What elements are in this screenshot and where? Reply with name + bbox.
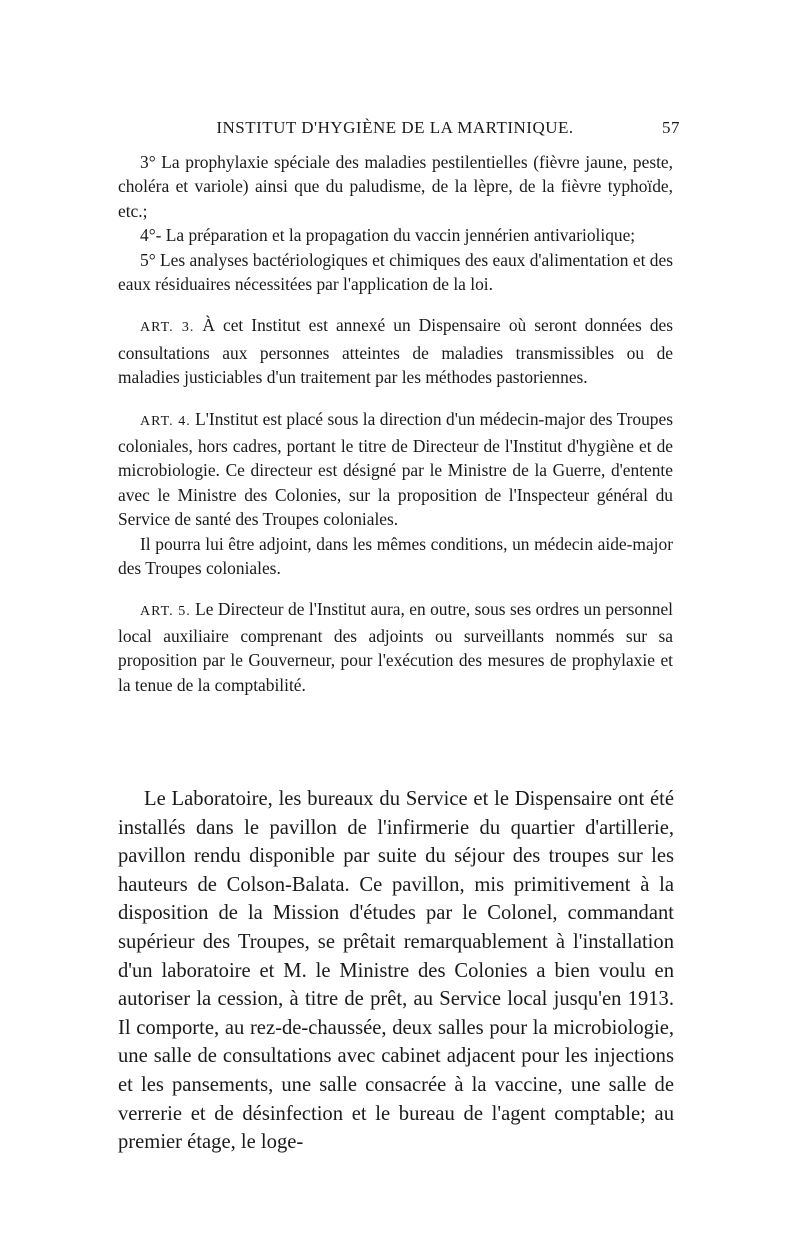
narrative-text (118, 785, 674, 1157)
running-title: INSTITUT D'HYGIÈNE DE LA MARTINIQUE. (216, 118, 574, 137)
list-item: 4°- La préparation et la propagation du vaccin jennérien antivariolique; (140, 225, 636, 246)
article-label: ART. 4. (140, 413, 191, 429)
article-text: À cet Institut est annexé un Dispensaire où seront données des consultations aux personnes atteintes de maladies transmissibles ou de maladies justiciables d'un traitement par les méthodes pastoriennes. (118, 315, 674, 388)
running-head (110, 118, 680, 142)
article-continuation: Il pourra lui être adjoint, dans les mêmes conditions, un médecin aide-major des Troupes coloniales. (118, 533, 673, 579)
article-text: Le Directeur de l'Institut aura, en outre, sous ses ordres un personnel local auxiliaire comprenant des adjoints ou surveillants nommés sur sa proposition par le Gouverneur, pour l'exécution des mesures de prophylaxie et la tenue de la comptabilité. (118, 598, 673, 695)
article-text: L'Institut est placé sous la direction d'un médecin-major des Troupes coloniales, hors cadres, portant le titre de Directeur de l'Institut d'hygiène et de microbiologie. Ce directeur est désigné par le Ministre de la Guerre, d'entente avec le Ministre des Colonies, sur la proposition de l'Inspecteur général du Service de santé des Troupes coloniales. (118, 408, 673, 530)
decree-text (118, 150, 673, 697)
article-label: ART. 5. (140, 603, 191, 619)
list-item: 3° La prophylaxie spéciale des maladies pestilentielles (fièvre jaune, peste, choléra et variole) ainsi que du paludisme, de la lèpre, de la fièvre typhoïde, etc.; (118, 152, 673, 221)
article-3 (118, 313, 673, 389)
list-item: 5° Les analyses bactériologiques et chimiques des eaux d'alimentation et des eaux résiduaires nécessitées par l'application de la loi. (118, 249, 673, 295)
body-paragraph: Le Laboratoire, les bureaux du Service et le Dispensaire ont été installés dans le pavillon de l'infirmerie du quartier d'artillerie, pavillon rendu disponible par suite du séjour des troupes sur les hauteurs de Colson-Balata. Ce pavillon, mis primitivement à la disposition de la Mission d'études par le Colonel, commandant supérieur des Troupes, se prêtait remarquablement à l'installation d'un laboratoire et M. le Ministre des Colonies a bien voulu en autoriser la cession, à titre de prêt, au Service local jusqu'en 1913. Il comporte, au rez-de-chaussée, deux salles pour la microbiologie, une salle de consultations avec cabinet adjacent pour les injections et les pansements, une salle consacrée à la vaccine, une salle de verrerie et de désinfection et le bureau de l'agent comptable; au premier étage, le loge- (118, 788, 674, 1154)
article-4 (118, 407, 673, 532)
page-number: 57 (662, 118, 680, 137)
article-label: ART. 3. (140, 320, 195, 336)
article-5 (118, 597, 673, 698)
